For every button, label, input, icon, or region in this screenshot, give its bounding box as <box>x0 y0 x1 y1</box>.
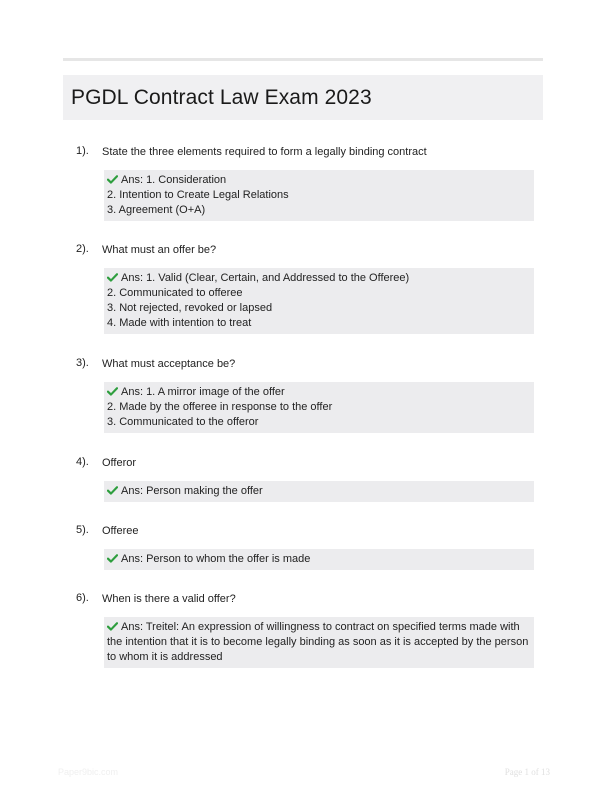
question-number: 5). <box>76 524 89 536</box>
answer-box <box>104 549 534 570</box>
check-icon <box>107 273 118 282</box>
question-text: What must an offer be? <box>102 244 217 256</box>
question-text: State the three elements required to form a legally binding contract <box>102 146 427 158</box>
answer-box <box>104 481 534 502</box>
answer-box <box>104 617 534 668</box>
question-text: Offeree <box>102 525 139 537</box>
answer-line: 2. Communicated to offeree <box>107 287 243 299</box>
top-divider <box>63 58 543 61</box>
answer-line: 3. Communicated to the offeror <box>107 416 259 428</box>
answer-line: Ans: Person making the offer <box>121 485 263 497</box>
answer-line: Ans: Person to whom the offer is made <box>121 553 311 565</box>
answer-line: 3. Agreement (O+A) <box>107 204 206 216</box>
question-text: What must acceptance be? <box>102 358 236 370</box>
question-number: 6). <box>76 592 89 604</box>
answer-box <box>104 382 534 433</box>
question-number: 1). <box>76 145 89 157</box>
title-bar <box>63 75 543 120</box>
answer-line: Ans: 1. Valid (Clear, Certain, and Addressed to the Offeree) <box>121 272 410 284</box>
answer-line: Ans: 1. A mirror image of the offer <box>121 386 285 398</box>
check-icon <box>107 622 118 631</box>
check-icon <box>107 554 118 563</box>
answer-box <box>104 170 534 221</box>
answer-line: 4. Made with intention to treat <box>107 317 252 329</box>
question-number: 3). <box>76 357 89 369</box>
answer-line: Ans: 1. Consideration <box>121 174 227 186</box>
page-number: Page 1 of 13 <box>504 767 550 777</box>
question-number: 4). <box>76 456 89 468</box>
question-text: When is there a valid offer? <box>102 593 236 605</box>
question-text: Offeror <box>102 457 137 469</box>
check-icon <box>107 486 118 495</box>
answer-line: 2. Made by the offeree in response to the offer <box>107 401 333 413</box>
answer-line: 3. Not rejected, revoked or lapsed <box>107 302 273 314</box>
footer-watermark: Paper9bic.com <box>58 767 119 777</box>
check-icon <box>107 175 118 184</box>
question-number: 2). <box>76 243 89 255</box>
page-title: PGDL Contract Law Exam 2023 <box>71 85 372 109</box>
answer-line: Ans: Treitel: An expression of willingness to contract on specified terms made with the intention that it is to become legally binding as soon as it is accepted by the person to whom it is addressed <box>107 621 529 663</box>
check-icon <box>107 387 118 396</box>
answer-box <box>104 268 534 334</box>
answer-line: 2. Intention to Create Legal Relations <box>107 189 289 201</box>
